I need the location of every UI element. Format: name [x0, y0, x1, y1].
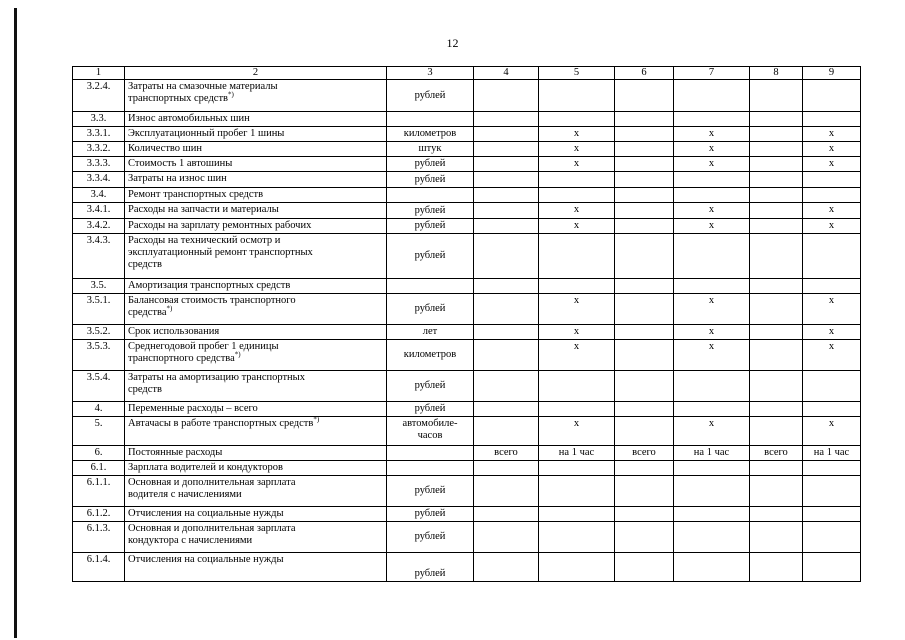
table-row: [73, 219, 861, 234]
row-number: 6.1.2.: [73, 507, 125, 522]
row-unit: автомобиле- часов: [387, 417, 474, 446]
row-unit: рублей: [387, 371, 474, 402]
table-row: [73, 294, 861, 325]
row-number: 3.4.2.: [73, 219, 125, 234]
table-row: [73, 80, 861, 112]
row-number: 3.3.2.: [73, 142, 125, 157]
subheader-per-hour: на 1 час: [674, 446, 750, 461]
row-name: Постоянные расходы: [125, 446, 387, 461]
table-row: [73, 142, 861, 157]
subheader-per-hour: на 1 час: [803, 446, 861, 461]
binding-margin-line: [14, 8, 17, 638]
header-cell: 3: [387, 67, 474, 80]
row-number: 3.4.3.: [73, 234, 125, 279]
row-name: Количество шин: [125, 142, 387, 157]
table-row: [73, 507, 861, 522]
table-row: [73, 446, 861, 461]
row-number: 3.5.4.: [73, 371, 125, 402]
row-number: 3.4.: [73, 188, 125, 203]
row-number: 3.2.4.: [73, 80, 125, 112]
row-unit: штук: [387, 142, 474, 157]
row-number: 5.: [73, 417, 125, 446]
row-unit: рублей: [387, 522, 474, 553]
header-cell: 5: [539, 67, 615, 80]
row-number: 3.4.1.: [73, 203, 125, 219]
table-row: [73, 325, 861, 340]
row-unit: километров: [387, 127, 474, 142]
row-name: Среднегодовой пробег 1 единицы транспортного средства*): [125, 340, 387, 371]
row-name: Переменные расходы – всего: [125, 402, 387, 417]
row-unit: рублей: [387, 507, 474, 522]
subheader-total: всего: [474, 446, 539, 461]
table-row: [73, 234, 861, 279]
row-number: 6.1.4.: [73, 553, 125, 582]
table-row: [73, 340, 861, 371]
row-number: 3.3.3.: [73, 157, 125, 172]
row-unit: рублей: [387, 219, 474, 234]
row-name: Расходы на технический осмотр и эксплуатационный ремонт транспортных средств: [125, 234, 387, 279]
table-row: [73, 172, 861, 188]
cell-mark: х: [674, 157, 750, 172]
row-name: Затраты на амортизацию транспортных средств: [125, 371, 387, 402]
table-row: [73, 127, 861, 142]
row-unit: рублей: [387, 294, 474, 325]
row-name: Отчисления на социальные нужды: [125, 507, 387, 522]
header-cell: 8: [750, 67, 803, 80]
table-row: [73, 188, 861, 203]
table-row: [73, 157, 861, 172]
table-row: [73, 553, 861, 582]
header-cell: 4: [474, 67, 539, 80]
cell-mark: х: [539, 417, 615, 446]
header-cell: 6: [615, 67, 674, 80]
row-unit: рублей: [387, 402, 474, 417]
cell-mark: х: [674, 219, 750, 234]
table-row: [73, 476, 861, 507]
table-row: [73, 279, 861, 294]
cell-mark: х: [803, 127, 861, 142]
row-unit: лет: [387, 325, 474, 340]
cell-mark: х: [674, 203, 750, 219]
header-cell: 7: [674, 67, 750, 80]
row-unit: рублей: [387, 553, 474, 582]
cell-mark: х: [674, 294, 750, 325]
row-name: Затраты на смазочные материалы транспортных средств*): [125, 80, 387, 112]
table-row: [73, 417, 861, 446]
row-number: 6.1.3.: [73, 522, 125, 553]
table-row: [73, 112, 861, 127]
row-unit: километров: [387, 340, 474, 371]
subheader-total: всего: [750, 446, 803, 461]
row-number: 6.: [73, 446, 125, 461]
row-unit: рублей: [387, 80, 474, 112]
cell-mark: х: [674, 142, 750, 157]
cell-mark: х: [803, 203, 861, 219]
cell-mark: х: [803, 142, 861, 157]
cost-table: [72, 66, 861, 582]
row-name: Срок использования: [125, 325, 387, 340]
header-cell: 9: [803, 67, 861, 80]
cell-mark: х: [674, 127, 750, 142]
row-name: Отчисления на социальные нужды: [125, 553, 387, 582]
header-cell: 1: [73, 67, 125, 80]
cell-mark: х: [803, 294, 861, 325]
table-row: [73, 522, 861, 553]
row-name: Амортизация транспортных средств: [125, 279, 387, 294]
cell-mark: х: [539, 127, 615, 142]
row-name: Основная и дополнительная зарплата кондуктора с начислениями: [125, 522, 387, 553]
row-number: 3.3.: [73, 112, 125, 127]
row-number: 3.3.1.: [73, 127, 125, 142]
cell-mark: х: [539, 325, 615, 340]
row-name: Автачасы в работе транспортных средств*): [125, 417, 387, 446]
table-row: [73, 402, 861, 417]
row-name: Зарплата водителей и кондукторов: [125, 461, 387, 476]
cell-mark: х: [674, 340, 750, 371]
cell-mark: х: [803, 340, 861, 371]
row-name: Основная и дополнительная зарплата водителя с начислениями: [125, 476, 387, 507]
row-name: Расходы на запчасти и материалы: [125, 203, 387, 219]
cell-mark: х: [539, 142, 615, 157]
row-number: 3.5.2.: [73, 325, 125, 340]
row-number: 6.1.: [73, 461, 125, 476]
row-unit: рублей: [387, 476, 474, 507]
table-header-row: [73, 67, 861, 80]
row-unit: рублей: [387, 234, 474, 279]
row-name: Затраты на износ шин: [125, 172, 387, 188]
cell-mark: х: [539, 340, 615, 371]
subheader-total: всего: [615, 446, 674, 461]
row-number: 4.: [73, 402, 125, 417]
row-unit: рублей: [387, 203, 474, 219]
table-row: [73, 461, 861, 476]
row-name: Стоимость 1 автошины: [125, 157, 387, 172]
row-name: Балансовая стоимость транспортного средства*): [125, 294, 387, 325]
row-unit: рублей: [387, 172, 474, 188]
row-name: Расходы на зарплату ремонтных рабочих: [125, 219, 387, 234]
header-cell: 2: [125, 67, 387, 80]
cell-mark: х: [803, 219, 861, 234]
cell-mark: х: [539, 203, 615, 219]
row-name: Эксплуатационный пробег 1 шины: [125, 127, 387, 142]
row-name: Ремонт транспортных средств: [125, 188, 387, 203]
table-row: [73, 203, 861, 219]
row-number: 6.1.1.: [73, 476, 125, 507]
cell-mark: х: [539, 157, 615, 172]
row-number: 3.5.1.: [73, 294, 125, 325]
row-unit: рублей: [387, 157, 474, 172]
cell-mark: х: [803, 157, 861, 172]
row-number: 3.5.: [73, 279, 125, 294]
row-number: 3.3.4.: [73, 172, 125, 188]
cell-mark: х: [803, 325, 861, 340]
row-name: Износ автомобильных шин: [125, 112, 387, 127]
row-number: 3.5.3.: [73, 340, 125, 371]
cell-mark: х: [539, 294, 615, 325]
cell-mark: х: [674, 325, 750, 340]
table-row: [73, 371, 861, 402]
cell-mark: х: [803, 417, 861, 446]
cell-mark: х: [539, 219, 615, 234]
subheader-per-hour: на 1 час: [539, 446, 615, 461]
page-number: 12: [446, 36, 459, 50]
cell-mark: х: [674, 417, 750, 446]
